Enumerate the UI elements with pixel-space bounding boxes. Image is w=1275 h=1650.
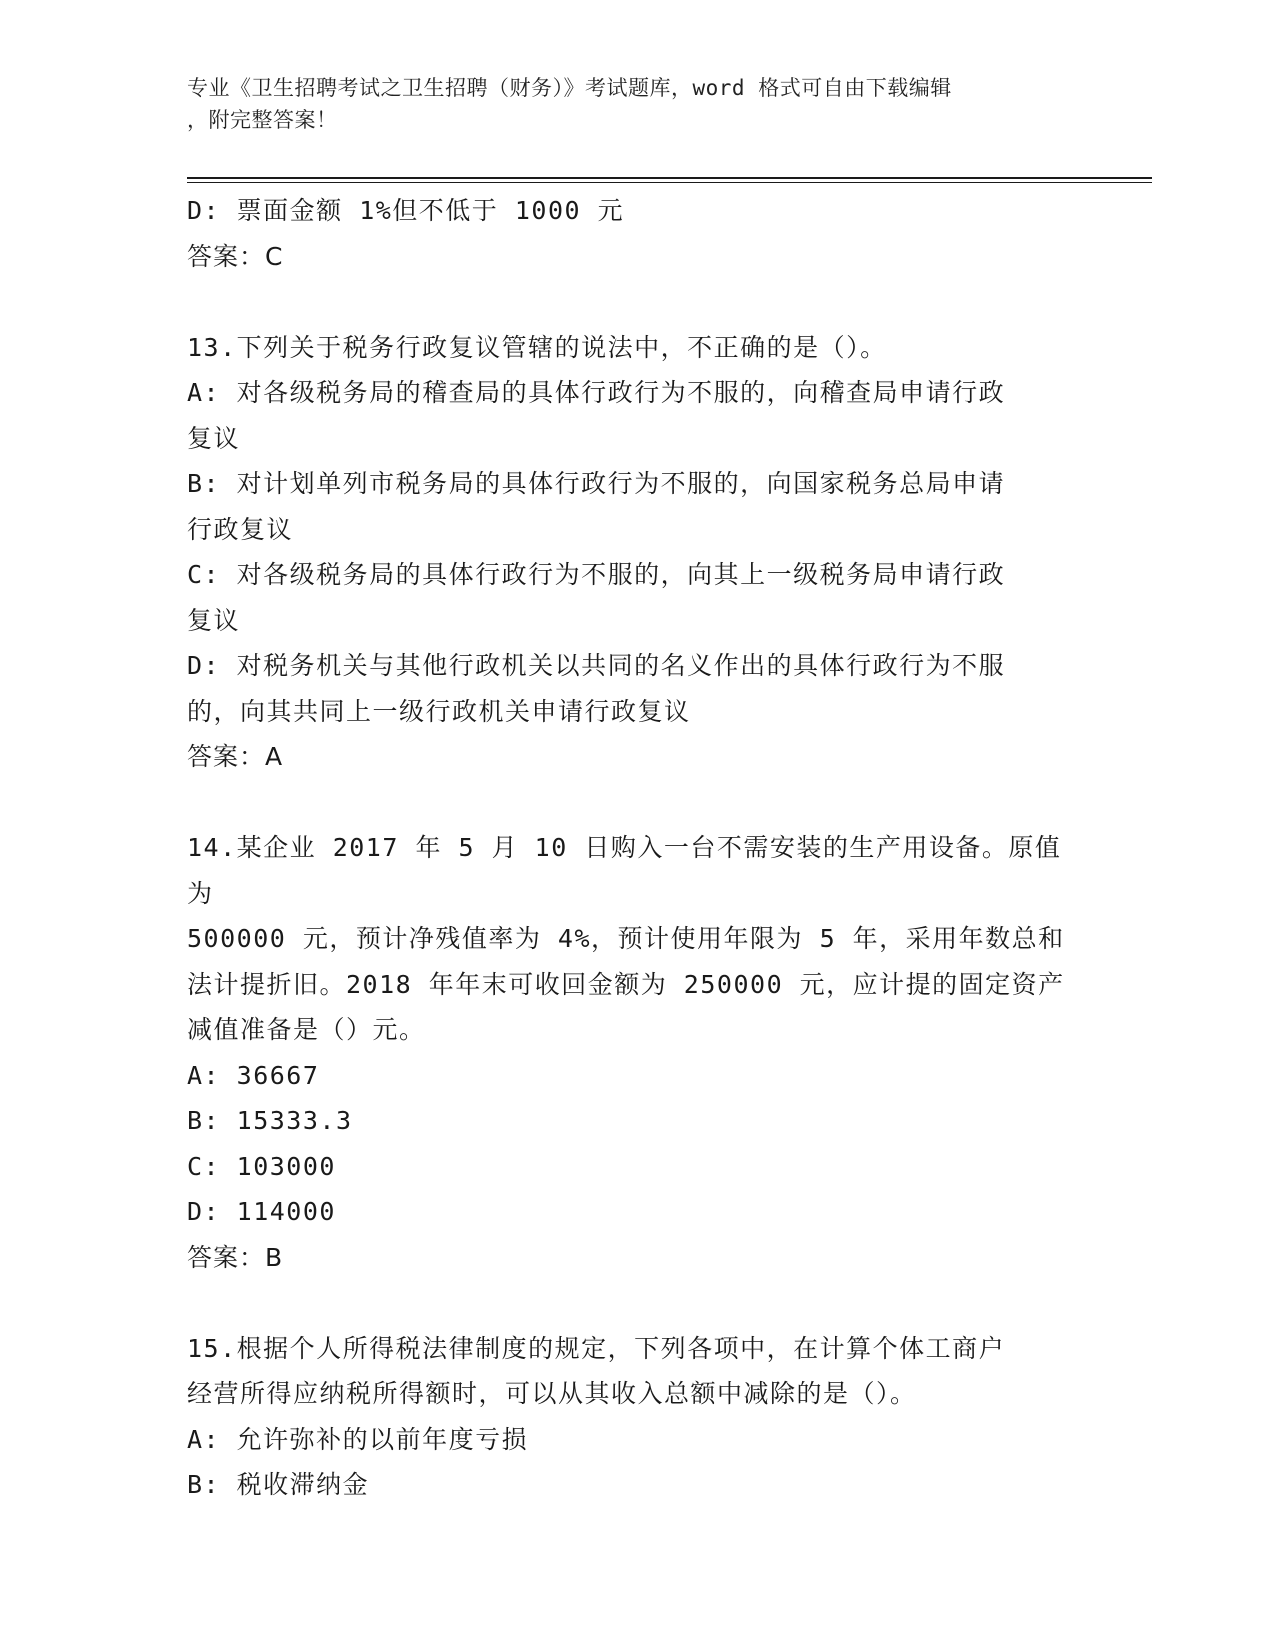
question-stem: 15.根据个人所得税法律制度的规定，下列各项中，在计算个体工商户 <box>187 1333 1006 1363</box>
option-d: D: 对税务机关与其他行政机关以共同的名义作出的具体行政行为不服 <box>187 651 1006 680</box>
header-divider-thick <box>187 177 1152 179</box>
question-content <box>187 188 1087 1508</box>
option-d-continued: 的，向其共同上一级行政机关申请行政复议 <box>187 696 691 726</box>
question-stem: 13.下列关于税务行政复议管辖的说法中，不正确的是（）。 <box>187 332 887 362</box>
question-stem: 14.某企业 2017 年 5 月 10 日购入一台不需安装的生产用设备。原值为 <box>187 833 1062 908</box>
option-a: A: 对各级税务局的稽查局的具体行政行为不服的，向稽查局申请行政 <box>187 378 1006 407</box>
question-15 <box>187 1326 1087 1508</box>
option-a: A: 36667 <box>187 1060 320 1090</box>
option-d: D: 票面金额 1%但不低于 1000 元 <box>187 196 625 225</box>
page-header <box>187 72 1087 136</box>
question-stem-continued: 减值准备是（）元。 <box>187 1015 426 1044</box>
option-a-continued: 复议 <box>187 423 241 453</box>
option-b-continued: 行政复议 <box>187 514 294 544</box>
option-c: C: 103000 <box>187 1151 336 1181</box>
answer-line: 答案：C <box>187 241 284 271</box>
question-13 <box>187 325 1087 780</box>
spacer <box>187 780 1087 826</box>
option-b: B: 税收滞纳金 <box>187 1470 370 1499</box>
spacer <box>187 1280 1087 1326</box>
option-b: B: 15333.3 <box>187 1106 353 1135</box>
question-stem-continued: 经营所得应纳税所得额时，可以从其收入总额中减除的是（）。 <box>187 1379 917 1408</box>
question-stem-continued: 500000 元，预计净残值率为 4%，预计使用年限为 5 年，采用年数总和 <box>187 924 1065 953</box>
spacer <box>187 279 1087 325</box>
answer-line: 答案：B <box>187 1242 284 1272</box>
answer-line: 答案：A <box>187 742 284 771</box>
previous-question-tail <box>187 188 1087 279</box>
header-line-1: 专业《卫生招聘考试之卫生招聘（财务）》考试题库，word 格式可自由下载编辑 <box>187 76 952 100</box>
header-line-2: ，附完整答案！ <box>187 108 338 132</box>
question-14 <box>187 825 1087 1280</box>
option-d: D: 114000 <box>187 1197 336 1226</box>
question-stem-continued: 法计提折旧。2018 年年末可收回金额为 250000 元，应计提的固定资产 <box>187 969 1065 999</box>
option-c: C: 对各级税务局的具体行政行为不服的，向其上一级税务局申请行政 <box>187 560 1006 589</box>
option-a: A: 允许弥补的以前年度亏损 <box>187 1424 529 1454</box>
header-divider-thin <box>187 182 1152 183</box>
option-c-continued: 复议 <box>187 605 241 635</box>
option-b: B: 对计划单列市税务局的具体行政行为不服的，向国家税务总局申请 <box>187 469 1006 498</box>
